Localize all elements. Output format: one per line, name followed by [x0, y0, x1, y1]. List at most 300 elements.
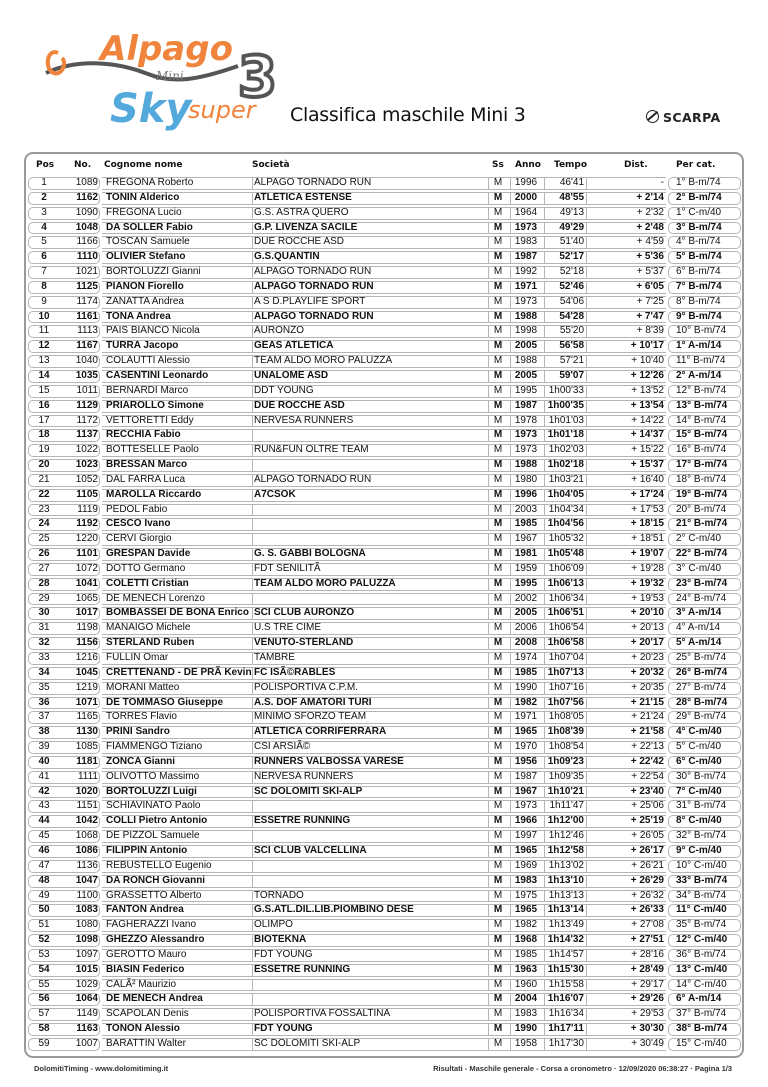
- cell-cat: 4° C-m/40: [676, 726, 722, 738]
- page-title: Classifica maschile Mini 3: [290, 104, 526, 126]
- cell-pos: 17: [38, 414, 50, 426]
- cell-club: TORNADO: [254, 889, 304, 901]
- cell-year: 1973: [514, 221, 538, 233]
- table-row: [26, 191, 742, 206]
- cell-sex: M: [493, 770, 503, 782]
- cell-cat: 3° C-m/40: [676, 562, 722, 574]
- cell-year: 1980: [514, 473, 538, 485]
- cell-no: 1101: [76, 548, 98, 560]
- cell-pos: 31: [38, 622, 50, 634]
- cell-no: 1198: [76, 622, 98, 634]
- cell-club: [252, 517, 488, 532]
- cell-pos: 11: [38, 325, 50, 337]
- cell-dist: + 30'49: [631, 1037, 664, 1049]
- cell-pos: 13: [38, 355, 50, 367]
- cell-no: 1098: [75, 934, 98, 946]
- cell-year: 1996: [514, 177, 538, 188]
- cell-cat: 6° C-m/40: [676, 755, 722, 767]
- cell-dist: -: [660, 177, 664, 188]
- cell-sex: M: [493, 221, 503, 233]
- cell-name: DE TOMMASO Giuseppe: [106, 696, 224, 708]
- col-time-header: Tempo: [554, 160, 588, 170]
- cell-dist: + 20'35: [631, 681, 664, 693]
- cell-time: 1h17'30: [548, 1037, 584, 1049]
- cell-year: 2006: [514, 622, 538, 634]
- table-row: [26, 384, 742, 399]
- cell-cat: 7° B-m/74: [676, 280, 722, 292]
- cell-time: 1h06'58: [547, 637, 584, 649]
- cell-cat: 15° B-m/74: [676, 429, 728, 441]
- cell-dist: + 4'59: [636, 236, 664, 248]
- cell-club: FDT SENILITÃ: [254, 562, 321, 574]
- cell-year: 2000: [514, 191, 538, 203]
- cell-cat: 22° B-m/74: [676, 548, 728, 560]
- cell-no: 1071: [75, 696, 98, 708]
- cell-dist: + 26'21: [631, 859, 664, 871]
- cell-year: 1963: [514, 963, 538, 975]
- cell-no: 1083: [75, 904, 98, 916]
- footer-left: DolomitiTiming - www.dolomitiming.it: [34, 1064, 169, 1073]
- cell-name: BERNARDI Marco: [106, 384, 189, 396]
- cell-year: 1987: [514, 251, 538, 263]
- cell-time: 1h08'54: [548, 741, 584, 753]
- table-row: [26, 592, 742, 607]
- cell-club: ALPAGO TORNADO RUN: [254, 177, 372, 188]
- cell-pos: 49: [38, 889, 50, 901]
- cell-time: 1h12'00: [547, 815, 584, 827]
- cell-time: 1h14'57: [548, 948, 584, 960]
- table-row: [26, 250, 742, 265]
- cell-no: 1097: [75, 948, 98, 960]
- cell-sex: M: [493, 800, 503, 812]
- brand-logo: [646, 110, 721, 125]
- cell-pos: 41: [38, 770, 50, 782]
- cell-name: DA RONCH Giovanni: [106, 874, 206, 886]
- cell-year: 2005: [514, 340, 538, 352]
- table-row: [26, 235, 742, 250]
- cell-name: FANTON Andrea: [106, 904, 184, 916]
- cell-sex: M: [493, 473, 503, 485]
- cell-time: 1h00'33: [548, 384, 584, 396]
- cell-pos: 51: [38, 919, 50, 931]
- cell-club: ALPAGO TORNADO RUN: [254, 310, 374, 322]
- cell-dist: + 26'32: [631, 889, 664, 901]
- table-row: [26, 666, 742, 681]
- cell-year: 1985: [514, 666, 538, 678]
- cell-year: 1987: [514, 770, 538, 782]
- table-row: [26, 488, 742, 503]
- cell-year: 1982: [514, 919, 538, 931]
- cell-pos: 32: [38, 637, 50, 649]
- table-row: [26, 1007, 742, 1022]
- cell-dist: + 26'05: [631, 830, 664, 842]
- cell-club: RUN&FUN OLTRE TEAM: [254, 444, 369, 456]
- cell-name: BRESSAN Marco: [106, 459, 188, 471]
- cell-time: 1h08'05: [548, 711, 584, 723]
- cell-name: STERLAND Ruben: [106, 637, 195, 649]
- cell-time: 54'28: [559, 310, 584, 322]
- cell-sex: M: [493, 459, 503, 471]
- cell-name: GHEZZO Alessandro: [106, 934, 205, 946]
- cell-name: TONON Alessio: [106, 1023, 180, 1035]
- cell-club: [252, 992, 488, 1007]
- cell-time: 1h07'16: [548, 681, 584, 693]
- cell-year: 1964: [514, 206, 538, 218]
- cell-club: SCI CLUB AURONZO: [254, 607, 355, 619]
- cell-no: 1129: [76, 399, 98, 411]
- cell-cat: 35° B-m/74: [676, 919, 727, 931]
- cell-club: MINIMO SFORZO TEAM: [254, 711, 367, 723]
- cell-pos: 2: [41, 191, 47, 203]
- cell-name: GRASSETTO Alberto: [106, 889, 202, 901]
- cell-dist: + 2'32: [636, 206, 664, 218]
- cell-time: 1h01'18: [547, 429, 584, 441]
- cell-pos: 27: [38, 562, 50, 574]
- cell-club: SC DOLOMITI SKI-ALP: [254, 1037, 361, 1049]
- cell-club: G.S. ASTRA QUERO: [254, 206, 349, 218]
- cell-sex: M: [493, 592, 503, 604]
- cell-dist: + 5'37: [636, 266, 664, 278]
- cell-no: 1125: [76, 280, 98, 292]
- cell-sex: M: [493, 652, 503, 663]
- cell-name: DOTTO Germano: [106, 562, 186, 574]
- cell-cat: 1° C-m/40: [676, 206, 722, 218]
- cell-time: 1h06'51: [547, 607, 584, 619]
- cell-sex: M: [493, 548, 503, 560]
- cell-sex: M: [493, 785, 503, 797]
- cell-time: 1h09'35: [548, 770, 584, 782]
- cell-cat: 5° A-m/14: [676, 637, 722, 649]
- cell-dist: + 22'54: [631, 770, 664, 782]
- table-row: [26, 859, 742, 874]
- cell-club: SCI CLUB VALCELLINA: [254, 844, 367, 856]
- cell-time: 48'55: [559, 191, 584, 203]
- col-name-header: Cognome nome: [104, 160, 183, 170]
- cell-dist: + 15'22: [631, 444, 664, 456]
- cell-sex: M: [493, 741, 503, 753]
- cell-pos: 37: [38, 711, 50, 723]
- cell-pos: 46: [38, 844, 50, 856]
- cell-dist: + 10'40: [631, 355, 664, 367]
- cell-no: 1192: [76, 518, 98, 530]
- cell-name: COLAUTTI Alessio: [106, 355, 190, 367]
- cell-sex: M: [493, 993, 503, 1005]
- cell-time: 1h04'56: [547, 518, 584, 530]
- table-row: [26, 740, 742, 755]
- cell-pos: 25: [38, 533, 50, 545]
- cell-club: [252, 799, 488, 814]
- cell-name: DA SOLLER Fabio: [106, 221, 193, 233]
- cell-club: TEAM ALDO MORO PALUZZA: [254, 355, 393, 367]
- cell-sex: M: [493, 191, 503, 203]
- cell-no: 1100: [76, 889, 98, 901]
- table-row: [26, 636, 742, 651]
- cell-club: A.S. DOF AMATORI TURI: [254, 696, 372, 708]
- cell-cat: 4° A-m/14: [676, 622, 721, 634]
- cell-club: [252, 532, 488, 547]
- cell-year: 1998: [514, 325, 538, 337]
- cell-club: BIOTEKNA: [254, 934, 307, 946]
- cell-time: 49'29: [559, 221, 584, 233]
- cell-cat: 6° B-m/74: [676, 266, 721, 278]
- cell-time: 1h05'48: [547, 548, 584, 560]
- table-row: [26, 829, 742, 844]
- cell-time: 55'20: [559, 325, 584, 337]
- cell-year: 1985: [514, 518, 538, 530]
- cell-dist: + 25'06: [631, 800, 664, 812]
- cell-dist: + 6'05: [636, 280, 664, 292]
- cell-name: DE MENECH Lorenzo: [106, 592, 205, 604]
- cell-no: 1165: [76, 711, 98, 723]
- cell-dist: + 7'25: [636, 295, 664, 307]
- table-header: [26, 154, 742, 174]
- cell-club: A7CSOK: [254, 488, 296, 500]
- cell-dist: + 20'17: [630, 637, 664, 649]
- cell-dist: + 25'19: [630, 815, 664, 827]
- cell-name: PIANON Fiorello: [106, 280, 184, 292]
- cell-club: DDT YOUNG: [254, 384, 314, 396]
- cell-no: 1068: [75, 830, 98, 842]
- cell-sex: M: [493, 666, 503, 678]
- brand-name: SCARPA: [663, 110, 721, 125]
- cell-no: 1167: [76, 340, 98, 352]
- cell-cat: 32° B-m/74: [676, 830, 727, 842]
- cell-dist: + 19'07: [630, 548, 664, 560]
- cell-pos: 8: [41, 280, 47, 292]
- cell-sex: M: [493, 726, 503, 738]
- cell-time: 1h07'13: [547, 666, 584, 678]
- cell-pos: 7: [41, 266, 47, 278]
- cell-club: GEAS ATLETICA: [254, 340, 334, 352]
- cell-no: 1162: [76, 191, 98, 203]
- cell-no: 1035: [75, 369, 98, 381]
- cell-name: PAIS BIANCO Nicola: [106, 325, 200, 337]
- cell-pos: 36: [38, 696, 50, 708]
- cell-year: 1970: [514, 741, 538, 753]
- cell-no: 1090: [75, 206, 98, 218]
- cell-cat: 7° C-m/40: [676, 785, 722, 797]
- cell-pos: 59: [38, 1037, 50, 1049]
- cell-name: CERVI Giorgio: [106, 533, 172, 545]
- cell-pos: 42: [38, 785, 50, 797]
- cell-time: 1h13'14: [547, 904, 584, 916]
- cell-name: BORTOLUZZI Gianni: [106, 266, 201, 278]
- cell-sex: M: [493, 503, 503, 515]
- cell-pos: 24: [38, 518, 50, 530]
- cell-sex: M: [493, 429, 503, 441]
- cell-time: 1h12'46: [548, 830, 584, 842]
- cell-time: 1h04'34: [548, 503, 584, 515]
- cell-sex: M: [493, 844, 503, 856]
- cell-name: MANAIGO Michele: [106, 622, 191, 634]
- cell-no: 1021: [75, 266, 98, 278]
- cell-name: DE PIZZOL Samuele: [106, 830, 200, 842]
- cell-time: 1h06'54: [548, 622, 584, 634]
- table-row: [26, 621, 742, 636]
- cell-pos: 34: [38, 666, 50, 678]
- scarpa-icon: [646, 110, 659, 123]
- cell-time: 1h13'13: [548, 889, 584, 901]
- cell-cat: 36° B-m/74: [676, 948, 727, 960]
- cell-time: 1h06'34: [548, 592, 584, 604]
- cell-club: POLISPORTIVA C.P.M.: [254, 681, 358, 693]
- cell-no: 1136: [76, 859, 98, 871]
- cell-name: COLLI Pietro Antonio: [106, 815, 208, 827]
- cell-cat: 30° B-m/74: [676, 770, 727, 782]
- cell-no: 1064: [75, 993, 98, 1005]
- cell-no: 1181: [76, 755, 98, 767]
- cell-no: 1023: [75, 459, 98, 471]
- cell-name: ZANATTA Andrea: [106, 295, 184, 307]
- cell-pos: 15: [38, 384, 50, 396]
- table-row: [26, 443, 742, 458]
- cell-sex: M: [493, 340, 503, 352]
- cell-cat: 13° C-m/40: [676, 963, 728, 975]
- cell-no: 1029: [75, 978, 98, 990]
- cell-name: CESCO Ivano: [106, 518, 171, 530]
- cell-no: 1080: [75, 919, 98, 931]
- cell-time: 54'06: [559, 295, 584, 307]
- cell-cat: 34° B-m/74: [676, 889, 727, 901]
- cell-time: 1h01'03: [548, 414, 584, 426]
- cell-dist: + 22'42: [630, 755, 664, 767]
- cell-cat: 21° B-m/74: [676, 518, 728, 530]
- cell-club: SC DOLOMITI SKI-ALP: [254, 785, 363, 797]
- cell-club: G. S. GABBI BOLOGNA: [254, 548, 366, 560]
- cell-no: 1166: [76, 236, 98, 248]
- cell-sex: M: [493, 874, 503, 886]
- cell-dist: + 20'32: [630, 666, 664, 678]
- cell-sex: M: [493, 711, 503, 723]
- cell-club: DUE ROCCHE ASD: [254, 399, 345, 411]
- cell-club: TEAM ALDO MORO PALUZZA: [254, 577, 396, 589]
- cell-no: 1048: [75, 221, 98, 233]
- table-row: [26, 814, 742, 829]
- cell-name: TOSCAN Samuele: [106, 236, 190, 248]
- cell-cat: 4° B-m/74: [676, 236, 721, 248]
- cell-no: 1161: [76, 310, 98, 322]
- cell-year: 1968: [514, 934, 538, 946]
- cell-pos: 38: [38, 726, 50, 738]
- cell-no: 1105: [76, 488, 98, 500]
- cell-pos: 12: [38, 340, 50, 352]
- cell-name: FREGONA Roberto: [106, 177, 194, 188]
- cell-year: 1997: [514, 830, 538, 842]
- cell-club: OLIMPO: [254, 919, 293, 931]
- cell-name: PEDOL Fabio: [106, 503, 168, 515]
- cell-sex: M: [493, 978, 503, 990]
- cell-cat: 37° B-m/74: [676, 1008, 727, 1020]
- cell-sex: M: [493, 444, 503, 456]
- cell-year: 1958: [514, 1037, 538, 1049]
- footer-right: Risultati - Maschile generale - Corsa a cronometro · 12/09/2020 06:38:27 · Pagina 1/3: [433, 1064, 732, 1073]
- cell-pos: 56: [38, 993, 50, 1005]
- table-body: [26, 176, 742, 1052]
- cell-year: 1988: [514, 310, 538, 322]
- table-row: [26, 889, 742, 904]
- cell-time: 57'21: [559, 355, 584, 367]
- cell-year: 1983: [514, 1008, 538, 1020]
- table-row: [26, 903, 742, 918]
- cell-year: 1995: [514, 577, 538, 589]
- cell-pos: 5: [41, 236, 47, 248]
- cell-sex: M: [493, 236, 503, 248]
- cell-year: 1971: [514, 711, 538, 723]
- cell-year: 2005: [514, 369, 538, 381]
- cell-no: 1085: [75, 741, 98, 753]
- cell-time: 1h15'58: [548, 978, 584, 990]
- cell-sex: M: [493, 607, 503, 619]
- cell-cat: 9° C-m/40: [676, 844, 722, 856]
- cell-no: 1219: [75, 681, 98, 693]
- cell-cat: 12° B-m/74: [676, 384, 727, 396]
- cell-time: 1h11'47: [549, 800, 584, 812]
- cell-name: COLETTI Cristian: [106, 577, 189, 589]
- cell-dist: + 26'17: [630, 844, 664, 856]
- cell-name: BIASIN Federico: [106, 963, 185, 975]
- cell-club: POLISPORTIVA FOSSALTINA: [254, 1008, 391, 1020]
- cell-club: ALPAGO TORNADO RUN: [254, 280, 374, 292]
- cell-year: 1988: [514, 355, 538, 367]
- cell-no: 1216: [75, 652, 98, 663]
- table-row: [26, 1037, 742, 1052]
- cell-time: 1h09'23: [547, 755, 584, 767]
- cell-pos: 33: [38, 652, 50, 663]
- cell-year: 2003: [514, 503, 538, 515]
- cell-club: [252, 978, 488, 993]
- table-row: [26, 503, 742, 518]
- cell-year: 2008: [514, 637, 538, 649]
- cell-pos: 6: [41, 251, 47, 263]
- cell-no: 1022: [75, 444, 98, 456]
- cell-club: ATLETICA ESTENSE: [254, 191, 352, 203]
- cell-year: 1966: [514, 815, 538, 827]
- cell-club: ATLETICA CORRIFERRARA: [254, 726, 387, 738]
- cell-pos: 3: [41, 206, 47, 218]
- table-row: [26, 799, 742, 814]
- cell-pos: 50: [38, 904, 50, 916]
- cell-dist: + 19'28: [631, 562, 664, 574]
- cell-pos: 40: [38, 755, 50, 767]
- cell-cat: 14° C-m/40: [676, 978, 727, 990]
- table-row: [26, 280, 742, 295]
- cell-pos: 21: [38, 473, 50, 485]
- table-row: [26, 176, 742, 191]
- cell-dist: + 22'13: [631, 741, 664, 753]
- cell-cat: 3° B-m/74: [676, 221, 722, 233]
- cell-cat: 15° C-m/40: [676, 1037, 727, 1049]
- cell-year: 1985: [514, 948, 538, 960]
- cell-pos: 47: [38, 859, 50, 871]
- cell-name: TURRA Jacopo: [106, 340, 179, 352]
- cell-dist: + 13'52: [631, 384, 664, 396]
- cell-club: ESSETRE RUNNING: [254, 815, 351, 827]
- cell-sex: M: [493, 251, 503, 263]
- cell-time: 1h10'21: [547, 785, 584, 797]
- cell-cat: 10° B-m/74: [676, 325, 727, 337]
- cell-club: TAMBRE: [254, 652, 295, 663]
- table-row: [26, 414, 742, 429]
- cell-club: G.P. LIVENZA SACILE: [254, 221, 358, 233]
- table-row: [26, 681, 742, 696]
- cell-name: SCHIAVINATO Paolo: [106, 800, 201, 812]
- cell-name: TORRES Flavio: [106, 711, 177, 723]
- cell-name: BARATTIN Walter: [106, 1037, 187, 1049]
- svg-text:3: 3: [238, 45, 277, 110]
- cell-dist: + 20'13: [631, 622, 664, 634]
- table-row: [26, 532, 742, 547]
- cell-sex: M: [493, 355, 503, 367]
